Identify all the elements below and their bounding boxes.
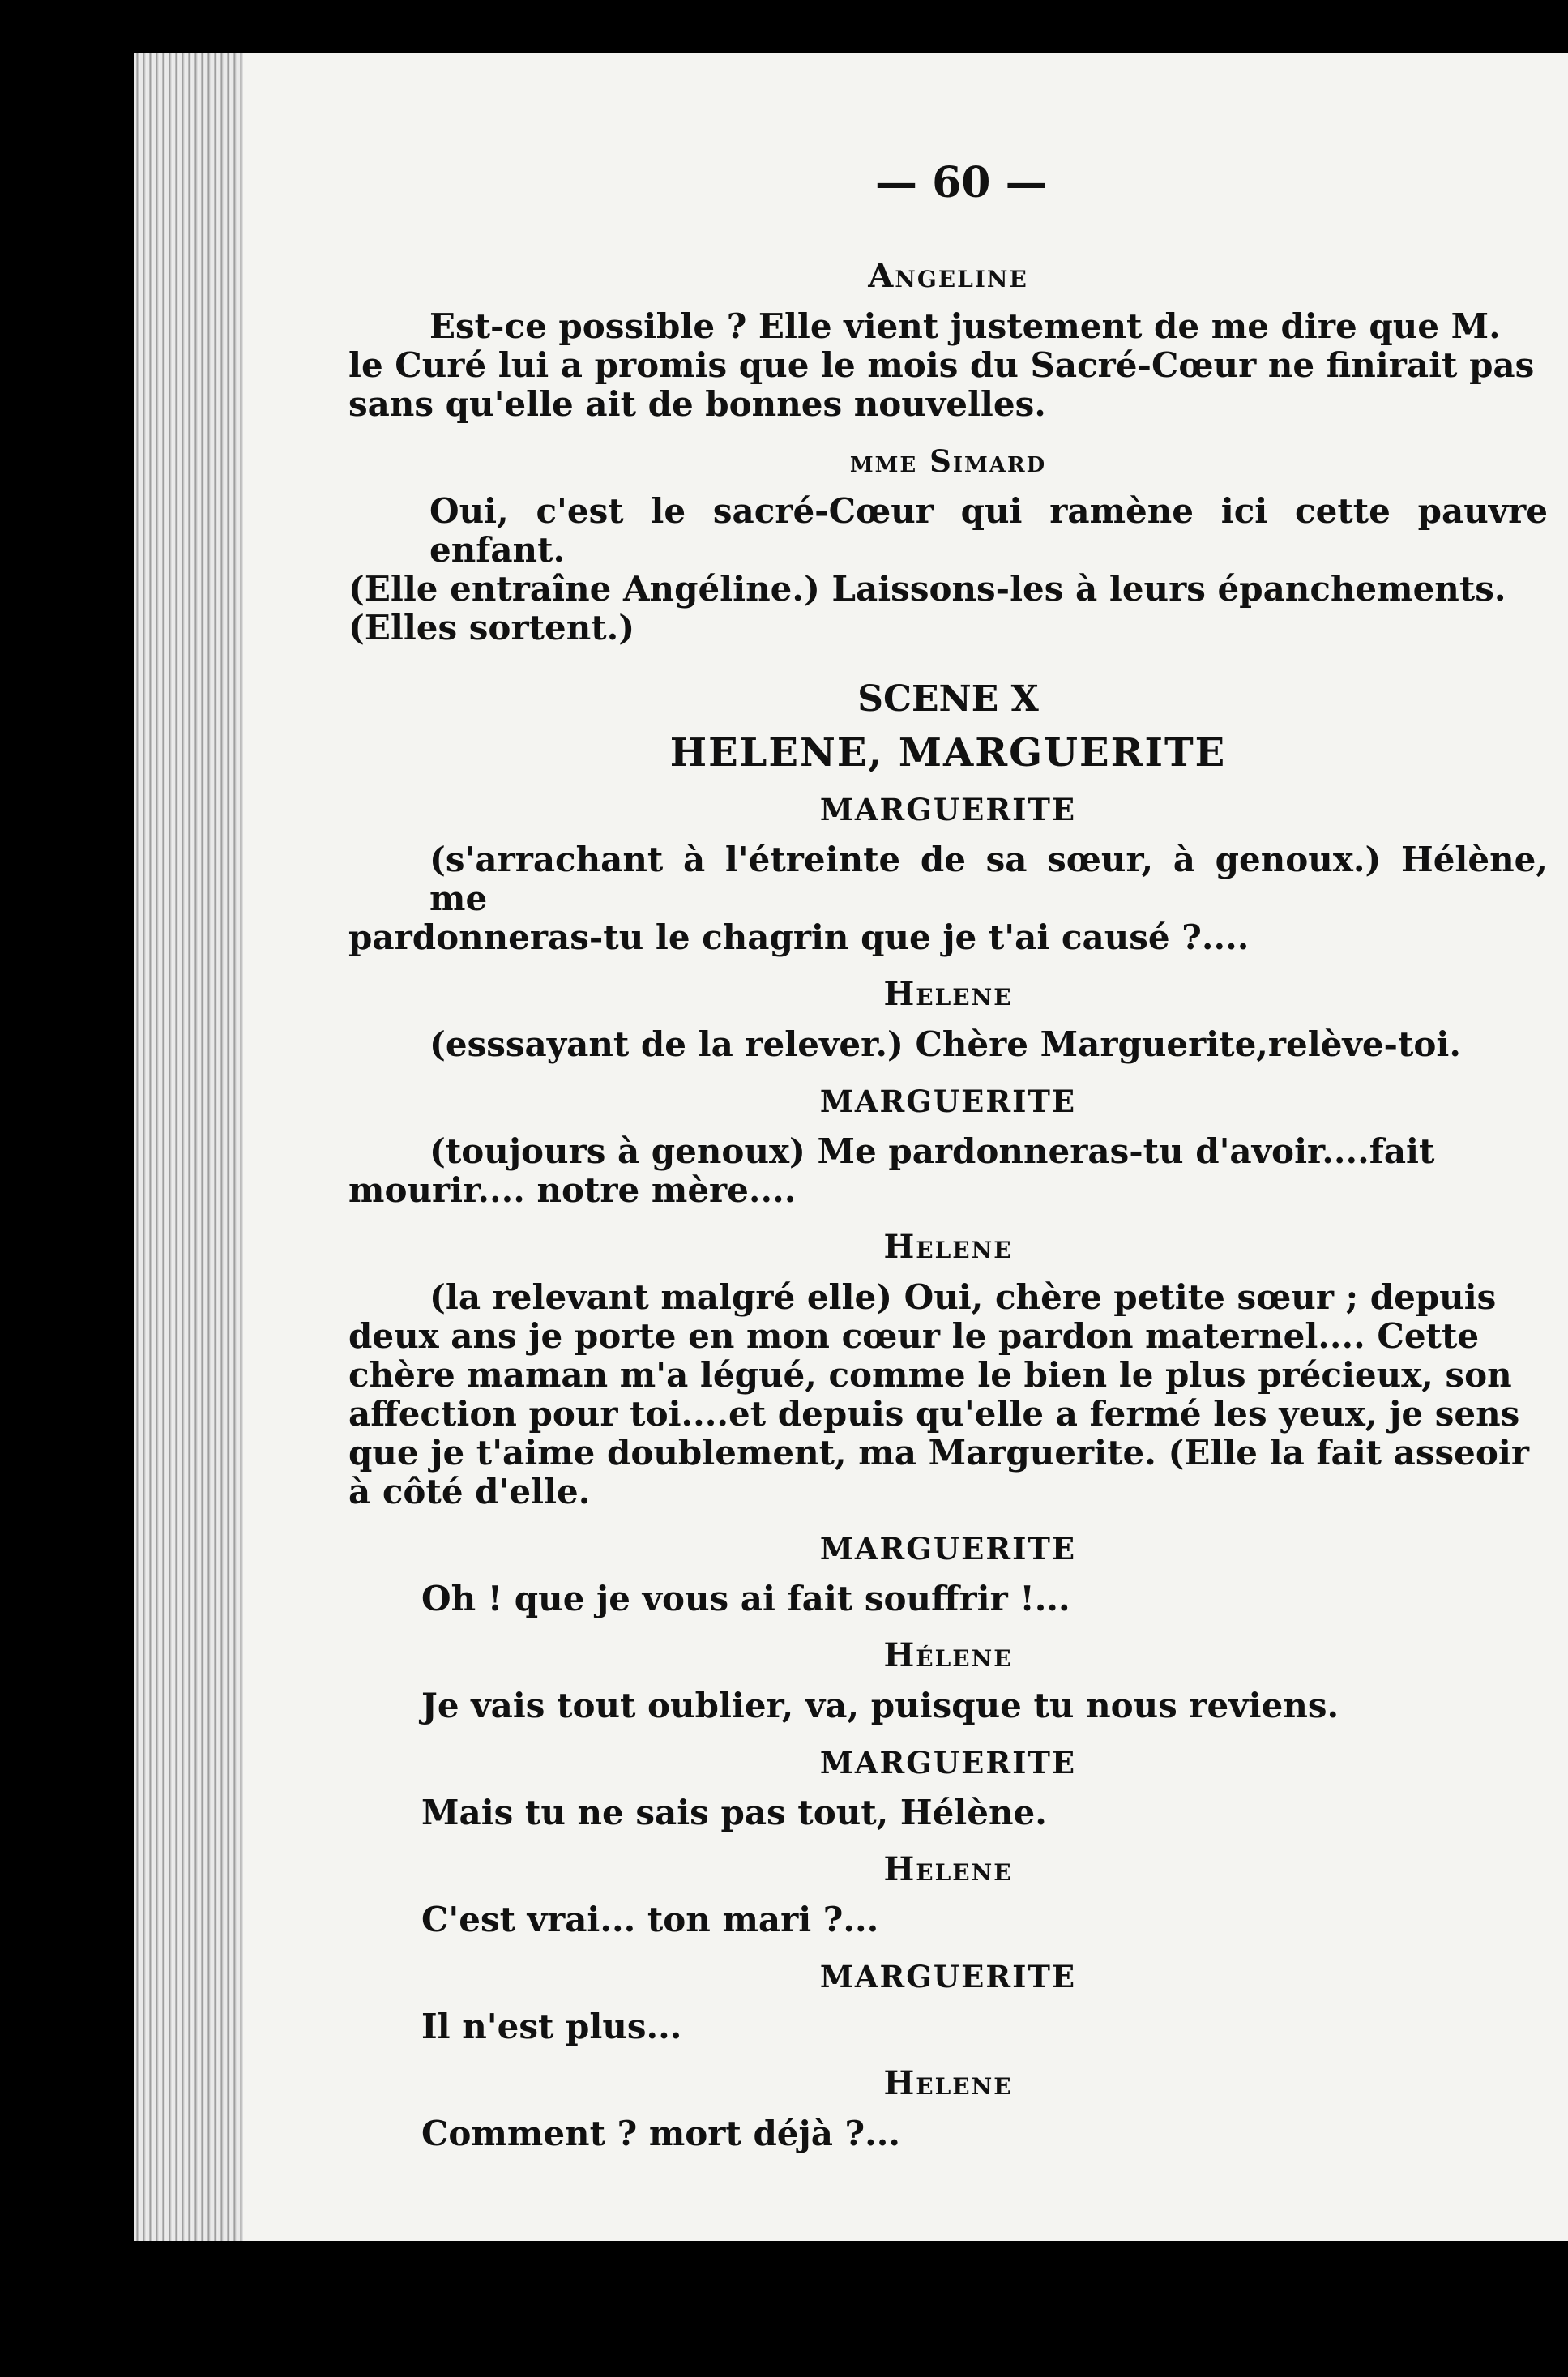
- scene-title: SCENE X: [857, 678, 1039, 720]
- speech-helene: C'est vrai... ton mari ?...: [421, 1900, 879, 1939]
- speaker-angeline: Angeline: [868, 257, 1028, 295]
- speech-line: le Curé lui a promis que le mois du Sacré-Cœur ne finirait pas: [348, 345, 1535, 385]
- page-number: — 60 —: [875, 158, 1048, 207]
- speech-line: (esssayant de la relever.) Chère Marguerite,relève-toi.: [429, 1024, 1461, 1064]
- speech-helene: [348, 1278, 1548, 1511]
- speech-line: chère maman m'a légué, comme le bien le plus précieux, son: [348, 1355, 1512, 1395]
- speaker-helene: Helene: [883, 2064, 1013, 2102]
- speaker-helene: Hélene: [883, 1636, 1013, 1674]
- speech-line: Est-ce possible ? Elle vient justement de me dire que M.: [429, 306, 1501, 346]
- speaker-helene: Helene: [883, 975, 1013, 1013]
- speaker-marguerite: MARGUERITE: [819, 1959, 1077, 1994]
- speech-line: sans qu'elle ait de bonnes nouvelles.: [348, 384, 1046, 424]
- speaker-marguerite: MARGUERITE: [819, 1531, 1077, 1567]
- speech-marguerite: [348, 1132, 1548, 1210]
- speech-helene: Je vais tout oublier, va, puisque tu nous reviens.: [421, 1686, 1339, 1725]
- speaker-marguerite: MARGUERITE: [819, 792, 1077, 827]
- speaker-helene: Helene: [883, 1850, 1013, 1888]
- speech-line: (Elles sortent.): [348, 608, 635, 648]
- speaker-mme-simard: mme Simard: [849, 443, 1047, 479]
- speech-helene: Comment ? mort déjà ?...: [421, 2114, 901, 2153]
- speech-marguerite: [348, 840, 1548, 957]
- speech-line: que je t'aime doublement, ma Marguerite. (Elle la fait asseoir: [348, 1433, 1529, 1473]
- speech-angeline: [348, 307, 1548, 424]
- speech-line: à côté d'elle.: [348, 1472, 591, 1511]
- speech-helene: [348, 1025, 1548, 1064]
- speech-line: (s'arrachant à l'étreinte de sa sœur, à genoux.) Hélène, me: [429, 840, 1548, 918]
- speech-line: affection pour toi....et depuis qu'elle a fermé les yeux, je sens: [348, 1394, 1520, 1434]
- play-text: [348, 239, 1548, 2153]
- speech-mme-simard: [348, 492, 1548, 648]
- speaker-marguerite: MARGUERITE: [819, 1745, 1077, 1781]
- scene-characters: HELENE, MARGUERITE: [669, 730, 1227, 776]
- speech-line: mourir.... notre mère....: [348, 1170, 797, 1210]
- speech-line: (toujours à genoux) Me pardonneras-tu d'avoir....fait: [429, 1131, 1435, 1171]
- speaker-helene: Helene: [883, 1228, 1013, 1266]
- speaker-marguerite: MARGUERITE: [819, 1084, 1077, 1119]
- speech-line: deux ans je porte en mon cœur le pardon maternel.... Cette: [348, 1316, 1480, 1356]
- speech-line: Oui, c'est le sacré-Cœur qui ramène ici cette pauvre enfant.: [429, 491, 1548, 570]
- speech-marguerite: Il n'est plus...: [421, 2007, 682, 2046]
- speech-marguerite: Oh ! que je vous ai fait souffrir !...: [421, 1579, 1070, 1618]
- page-edge-stack: [134, 53, 255, 2241]
- speech-marguerite: Mais tu ne sais pas tout, Hélène.: [421, 1793, 1047, 1832]
- speech-line: pardonneras-tu le chagrin que je t'ai causé ?....: [348, 917, 1250, 957]
- speech-line: (la relevant malgré elle) Oui, chère petite sœur ; depuis: [429, 1277, 1497, 1317]
- speech-line: (Elle entraîne Angéline.) Laissons-les à leurs épanchements.: [348, 569, 1506, 609]
